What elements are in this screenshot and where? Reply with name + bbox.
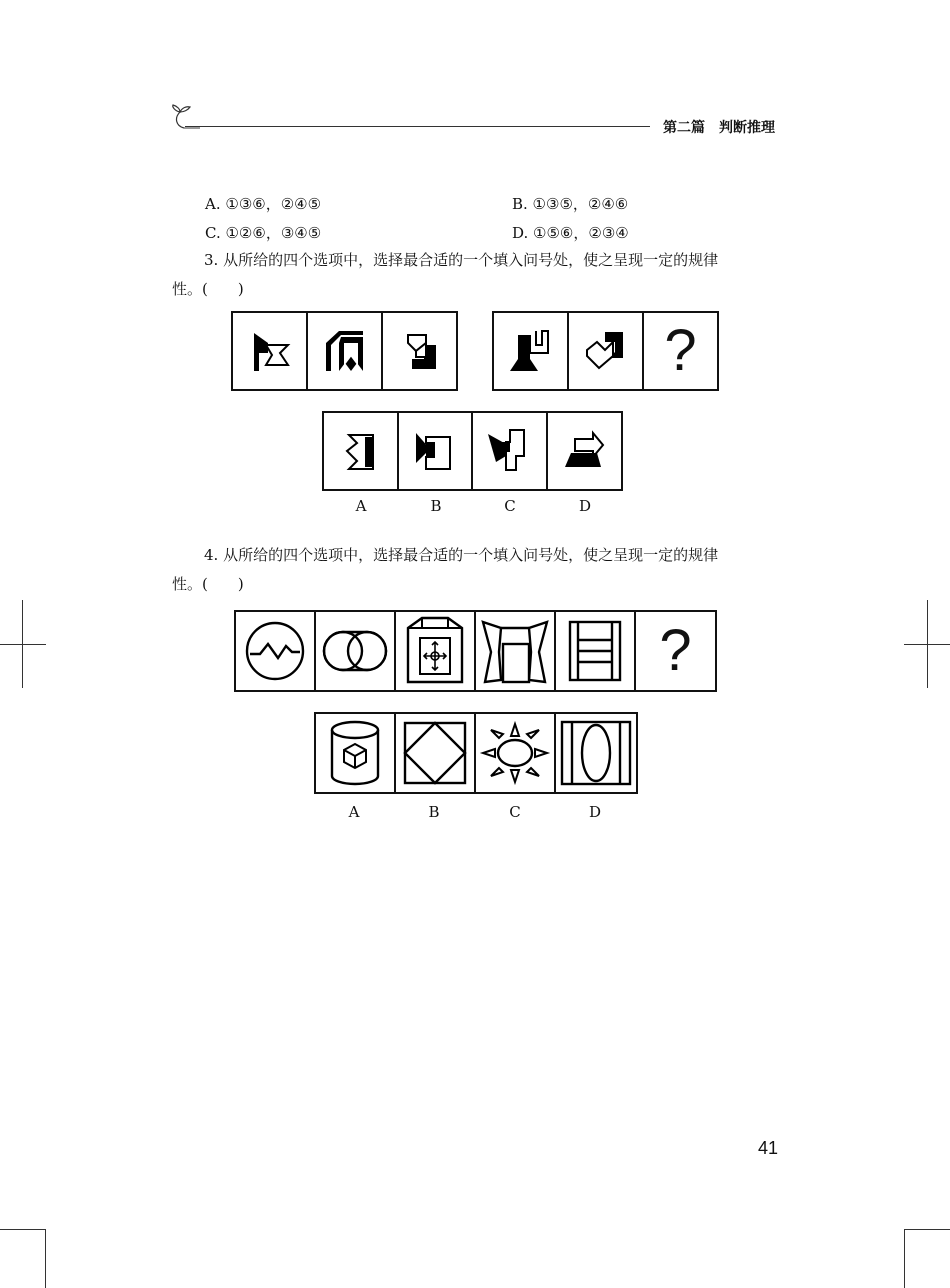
q3-option-c-label: C (504, 497, 516, 515)
q4-figure-2 (316, 612, 396, 690)
q3-figure-1 (233, 313, 308, 389)
crop-mark (0, 644, 46, 645)
crop-mark (0, 1229, 46, 1230)
q4-option-c-figure[interactable] (476, 714, 556, 792)
q3-option-b-label: B (430, 497, 442, 515)
q4-option-d-figure[interactable] (556, 714, 636, 792)
q4-option-b-label: B (428, 803, 440, 821)
q3-option-d-figure[interactable] (548, 413, 622, 489)
q3-option-a-figure[interactable] (324, 413, 399, 489)
q3-figure-4 (494, 313, 569, 389)
question-4-line2: 性。( ) (172, 575, 244, 593)
crop-mark (927, 600, 928, 688)
q4-options-strip (314, 712, 638, 794)
question-3-line1: 3. 从所给的四个选项中，选择最合适的一个填入问号处，使之呈现一定的规律 (204, 251, 719, 269)
crop-mark (22, 600, 23, 688)
option-b: B. ①③⑤，②④⑥ (512, 195, 629, 213)
q3-option-c-figure[interactable] (473, 413, 548, 489)
question-4-line1: 4. 从所给的四个选项中，选择最合适的一个填入问号处，使之呈现一定的规律 (204, 546, 719, 564)
q3-stem-group-2 (492, 311, 719, 391)
running-header (663, 117, 775, 137)
question-3-text (172, 246, 782, 304)
q4-figure-4 (476, 612, 556, 690)
q4-question-cell (636, 612, 715, 690)
q3-option-b-figure[interactable] (399, 413, 474, 489)
q3-option-d-label: D (578, 497, 592, 515)
q3-figure-2 (308, 313, 383, 389)
q4-figure-1 (236, 612, 316, 690)
q3-figure-3 (383, 313, 456, 389)
header-rule (185, 126, 650, 127)
page-number: 41 (758, 1138, 779, 1158)
question-3-line2: 性。( ) (172, 280, 244, 298)
question-4-text (172, 541, 782, 599)
q3-figure-5 (569, 313, 644, 389)
q3-question-cell (644, 313, 717, 389)
q3-option-a-label: A (355, 497, 367, 515)
crop-mark (45, 1229, 46, 1288)
header-section: 判断推理 (719, 120, 775, 136)
q4-option-a-figure[interactable] (316, 714, 396, 792)
q4-figure-3 (396, 612, 476, 690)
q3-options-strip (322, 411, 623, 491)
q4-figure-5 (556, 612, 636, 690)
crop-mark (904, 1229, 950, 1230)
header-part: 第二篇 (663, 120, 705, 136)
q4-option-b-figure[interactable] (396, 714, 476, 792)
q3-stem-group-1 (231, 311, 458, 391)
crop-mark (904, 1229, 905, 1288)
q4-question-mark: ? (659, 618, 692, 683)
q4-option-a-label: A (348, 803, 360, 821)
q4-option-c-label: C (509, 803, 521, 821)
option-c: C. ①②⑥，③④⑤ (205, 224, 322, 242)
q3-question-mark: ? (664, 318, 697, 383)
q4-option-d-label: D (588, 803, 602, 821)
option-d: D. ①⑤⑥，②③④ (512, 224, 629, 242)
q4-stem-strip (234, 610, 717, 692)
option-a: A. ①③⑥，②④⑤ (205, 195, 322, 213)
